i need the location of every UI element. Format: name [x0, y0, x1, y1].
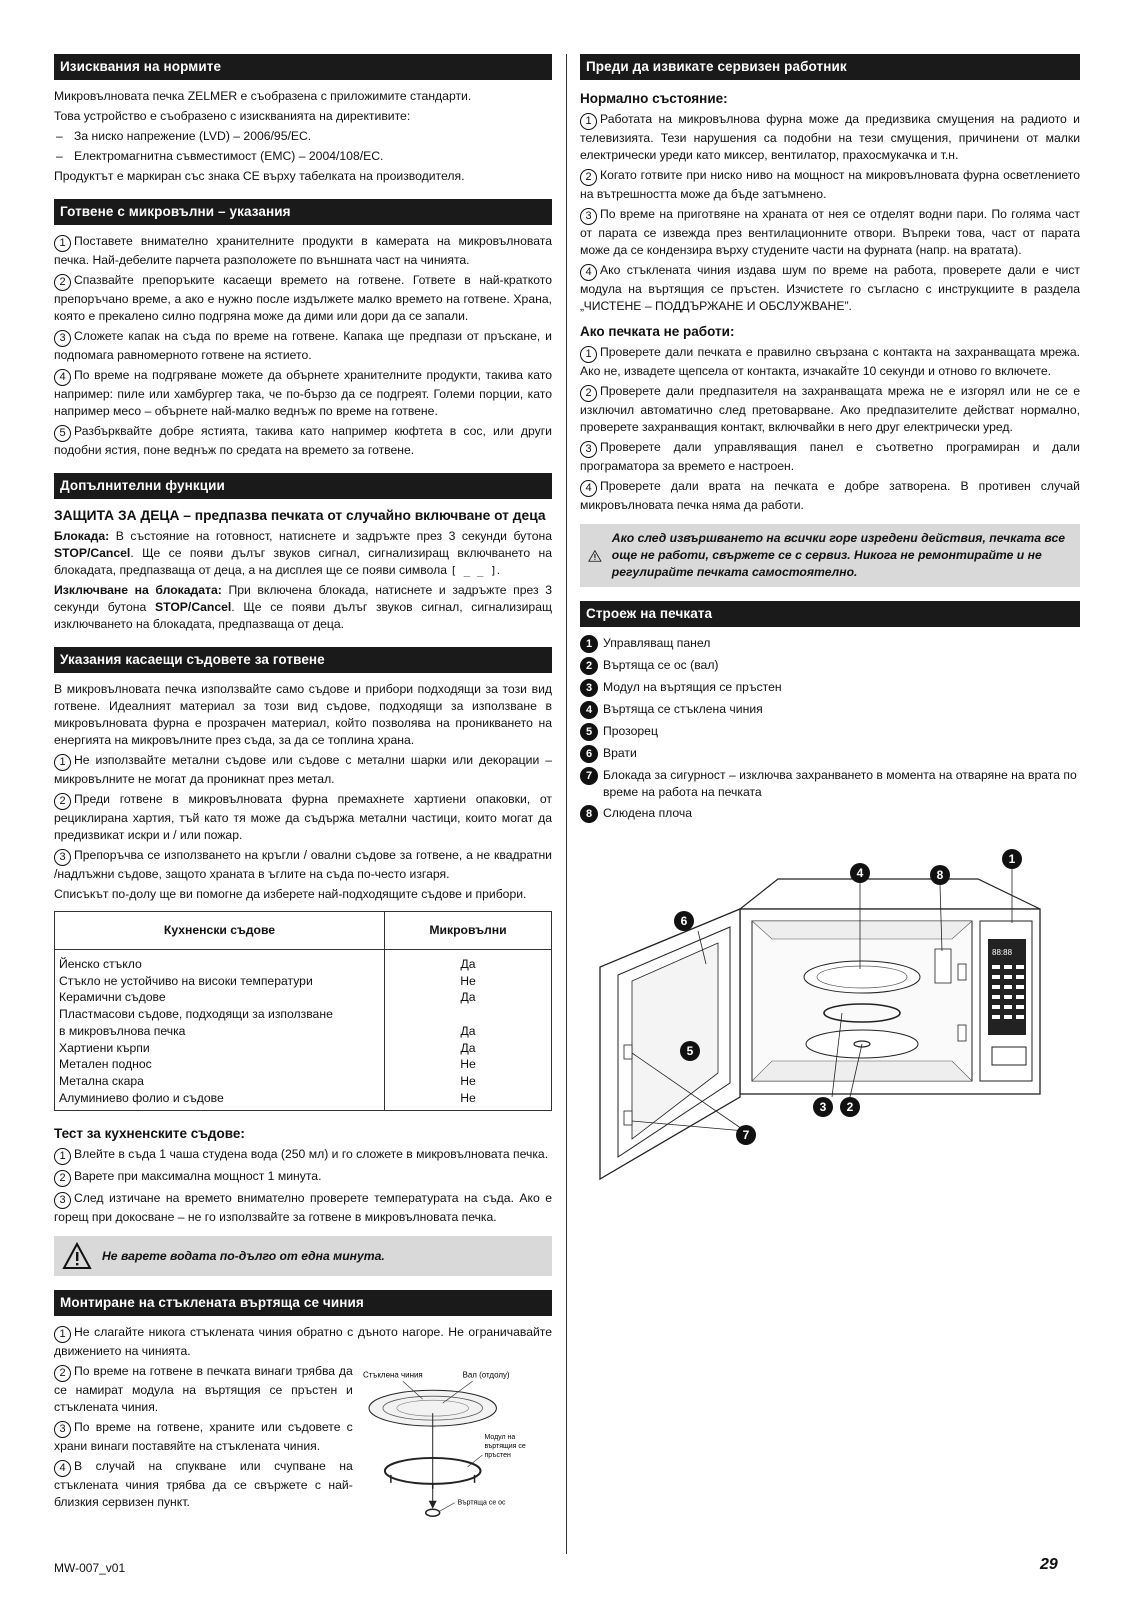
number-badge: 2	[54, 1365, 71, 1382]
number-badge: 2	[54, 793, 71, 810]
mount-content	[54, 1363, 552, 1523]
table-cell: Керамични съдове	[55, 989, 385, 1006]
svg-text:4: 4	[856, 866, 864, 880]
table-cell: Не	[460, 1090, 476, 1105]
turntable-diagram	[363, 1363, 552, 1523]
subheading: ЗАЩИТА ЗА ДЕЦА – предпазва печката от случайно включване от деца	[54, 508, 546, 523]
section-title: Указания касаещи съдовете за готвене	[54, 647, 552, 673]
number-badge: 2	[580, 657, 598, 675]
table-cell: Алуминиево фолио и съдове	[55, 1090, 385, 1111]
number-badge: 5	[580, 723, 598, 741]
number-badge: 3	[54, 1192, 71, 1209]
label-axis: Въртяща се ос	[457, 1500, 506, 1508]
table-cell: Метална скара	[55, 1073, 385, 1090]
svg-text:1: 1	[1008, 852, 1016, 866]
list-item: 4 Проверете дали врата на печката е добре затворена. В противен случай микровълновата печка няма да работи.	[580, 479, 1080, 512]
table-cell: Да	[460, 1040, 476, 1055]
paragraph: Списъкът по-долу ще ви помогне да изберете най-подходящите съдове и прибори.	[54, 887, 527, 901]
number-badge: 3	[580, 441, 597, 458]
warning-text: Не варете водата по-дълго от една минута.	[102, 1248, 385, 1263]
table-cell: Да	[460, 1023, 476, 1038]
number-badge: 1	[54, 754, 71, 771]
list-item: 1 Работата на микровълнова фурна може да предизвика смущения на радиото и телевизията. Тези нарушения са подобни на тези смущения, причинени от малки електрически уреди като миксер, вентилатор, прахосмукачка и т.н.	[580, 112, 1080, 162]
number-badge: 1	[54, 1326, 71, 1343]
table-cell: Не	[460, 1073, 476, 1088]
list-item: 1 Не използвайте метални съдове или съдове с метални шарки или декорации – микровълните не могат да проникнат през метал.	[54, 753, 552, 786]
table-cell	[385, 1006, 552, 1023]
section-cooking	[54, 199, 552, 459]
list-item: 8 Слюдена плоча	[580, 805, 1080, 823]
list-item: 7 Блокада за сигурност – изключва захранването в момента на отваряне на врата по време на работа на печката	[580, 767, 1080, 801]
warning-text: Ако след извършването на всички горе изредени действия, печката все още не работи, свържете се с сервиз. Никога не ремонтирайте и не регулирайте печката самостоятелно.	[611, 531, 1065, 579]
paragraph: В микровълновата печка използвайте само съдове и прибори подходящи за този вид готвене. Идеалният материал за този вид съдове, подходящи за използване в микровълновата фурна е прозрачен материал, който позволява на проникването на енергията на микровълните през съда, за да се топлина храна.	[54, 682, 552, 747]
table-cell: в микровълнова печка	[55, 1023, 385, 1040]
parts-list	[580, 635, 1080, 823]
paragraph: Продуктът е маркиран със знака CE върху табелката на производителя.	[54, 169, 465, 183]
table-header: Кухненски съдове	[55, 912, 385, 950]
list-item: 2 Когато готвите при ниско ниво на мощност на микровълновата фурна осветлението на вътрешността може да бъде затъмнено.	[580, 168, 1080, 201]
number-badge: 4	[54, 369, 71, 386]
list-item: 2 Варете при максимална мощност 1 минута.	[54, 1168, 552, 1187]
list-item: 3 Проверете дали управляващия панел е съответно програмиран и дали програматора за времето е настроен.	[580, 440, 1080, 473]
label-shaft: Вал (отдолу)	[462, 1370, 510, 1380]
list-item: 4 Въртяща се стъклена чиния	[580, 701, 1080, 719]
right-column	[580, 54, 1080, 1238]
subheading: Тест за кухненските съдове:	[54, 1126, 245, 1142]
table-cell: Стъкло не устойчиво на високи температури	[55, 973, 385, 990]
list-item: 3 По време на готвене, храните или съдовете с храни винаги поставяйте на стъклената чиния.	[54, 1420, 353, 1454]
table-cell: Пластмасови съдове, подходящи за използване	[55, 1006, 385, 1023]
list-item: 3 След изтичане на времето внимателно проверете температурата на съда. Ако е горещ при докосване – не го използвайте за готвене в микровълновата печка.	[54, 1191, 552, 1225]
number-badge: 3	[54, 330, 71, 347]
table-cell: Хартиени кърпи	[55, 1040, 385, 1057]
number-badge: 1	[580, 346, 597, 363]
number-badge: 8	[580, 805, 598, 823]
section-service	[580, 54, 1080, 587]
list-item: 5 Разбърквайте добре ястията, такива като например кюфтета в сос, или други подобни ястия, поне веднъж по средата на времето за готвене.	[54, 424, 552, 457]
column-divider	[566, 54, 567, 1554]
list-item: 2 По време на готвене в печката винаги трябва да се намират модула на въртящия се пръстен и стъклената чиния.	[54, 1364, 353, 1415]
mount-text	[54, 1363, 353, 1523]
list-item: 3 Сложете капак на съда по време на готвене. Капака ще предпази от пръскане, и подпомага равномерното готвене на ястието.	[54, 329, 552, 362]
table-cell: Метален поднос	[55, 1056, 385, 1073]
number-badge: 2	[580, 385, 597, 402]
list-item: 3 Препоръчва се използването на кръгли / овални съдове за готвене, а не квадратни /надлъжни съдове, защото храната в ъглите на съда по-често изгаря.	[54, 848, 552, 881]
paragraph: Изключване на блокадата: При включена блокада, натиснете и задръжте през 3 секунди бутона STOP/Cancel. Ще се появи дълъг звуков сигнал, сигнализиращ изключването на блокадата, предпазваща от деца.	[54, 583, 553, 631]
list-item: 1 Поставете внимателно хранителните продукти в камерата на микровълновата печка. Най-дебелите парчета разположете по външната част на чинията.	[54, 234, 552, 267]
svg-text:8: 8	[936, 868, 944, 882]
list-item: – Електромагнитна съвместимост (EMC) – 2004/108/EC.	[54, 148, 552, 165]
display-readout: 88:88	[992, 948, 1013, 957]
number-badge: 3	[580, 679, 598, 697]
svg-text:3: 3	[819, 1100, 827, 1114]
number-badge: 2	[54, 1170, 71, 1187]
cookware-table	[54, 911, 552, 1111]
page-number: 29	[1040, 1556, 1058, 1573]
warning-box	[580, 524, 1080, 587]
list-item: 2 Проверете дали предпазителя на захранващата мрежа не е изгорял или не се е изключил автоматично след претоварване. Ако предпазителите действат нормално, проверете захранващия контакт, включвайки в него друг електрически уред.	[580, 384, 1080, 434]
left-column	[54, 54, 552, 1537]
warning-icon	[62, 1242, 92, 1270]
number-badge: 1	[54, 235, 71, 252]
section-extra-functions	[54, 473, 552, 633]
list-item: 4 В случай на спукване или счупване на стъклената чиния трябва да се свържете с най-близкия сервизен пункт.	[54, 1459, 353, 1510]
warning-box	[54, 1236, 552, 1276]
number-badge: 5	[54, 425, 71, 442]
table-cell: Не	[460, 973, 476, 988]
table-cell: Не	[460, 1057, 476, 1072]
number-badge: 1	[54, 1148, 71, 1165]
number-badge: 1	[580, 113, 597, 130]
number-badge: 7	[580, 767, 598, 785]
section-title: Изисквания на нормите	[54, 54, 552, 80]
number-badge: 6	[580, 745, 598, 763]
number-badge: 2	[580, 169, 597, 186]
list-item: 2 Спазвайте препоръките касаещи времето на готвене. Гответе в най-краткото препоръчано време, а ако е нужно после издължете малко времето на готвене. Храна, която е прекалено силно подгряна може да дими или дори да се запали.	[54, 273, 552, 323]
label-glass: Стъклена чиния	[362, 1370, 423, 1380]
number-badge: 4	[580, 480, 597, 497]
section-title: Допълнителни функции	[54, 473, 552, 499]
list-item: 1 Управляващ панел	[580, 635, 1080, 653]
number-badge: 4	[54, 1460, 71, 1477]
list-item: 6 Врати	[580, 745, 1080, 763]
table-cell: Да	[460, 990, 476, 1005]
svg-text:6: 6	[680, 914, 688, 928]
section-parts	[580, 601, 1080, 1224]
number-badge: 4	[580, 264, 597, 281]
list-item: 1 Проверете дали печката е правилно свързана с контакта на захранващата мрежа. Ако не, извадете щепсела от контакта, изчакайте 10 секунди и отново го включете.	[580, 345, 1080, 378]
list-item: 4 По време на подгряване можете да обърнете хранителните продукти, такива като например: пиле или хамбургер така, че по-бързо да се подгреят. Големи порции, като например месо – обърнете най-малко веднъж по време на готвене.	[54, 368, 552, 418]
section-mount	[54, 1290, 552, 1523]
list-item: – За ниско напрежение (LVD) – 2006/95/EC.	[54, 128, 552, 145]
section-title: Преди да извикате сервизен работник	[580, 54, 1080, 80]
section-norms	[54, 54, 552, 185]
table-header: Микровълни	[385, 912, 552, 950]
microwave-diagram	[580, 839, 1080, 1219]
list-item: 2 Преди готвене в микровълновата фурна премахнете хартиени опаковки, от рециклирана хартия, тъй като тя може да съдържа метални частици, които могат да предизвикат искри и / или пожар.	[54, 792, 552, 842]
number-badge: 3	[54, 849, 71, 866]
label-ring: Модул на въртящия се пръстен	[484, 1434, 526, 1460]
list-item: 3 По време на приготвяне на храната от нея се отделят водни пари. По голяма част от парата се извежда през вентилационните отвори. Въпреки това, част от парата може да се кондензира върху студените части на фурната (напр. на вратата).	[580, 207, 1080, 257]
number-badge: 3	[580, 208, 597, 225]
svg-text:7: 7	[742, 1128, 750, 1142]
list-item: 4 Ако стъклената чиния издава шум по време на работа, проверете дали е чист модула на въртящия се пръстен. Изчистете го съгласно с инструкциите в раздела „ЧИСТЕНЕ – ПОДДЪРЖАНЕ И ОБСЛУЖВАНЕ”.	[580, 263, 1080, 313]
number-badge: 1	[580, 635, 598, 653]
list-item: 5 Прозорец	[580, 723, 1080, 741]
number-badge: 4	[580, 701, 598, 719]
list-item: 1 Влейте в съда 1 чаша студена вода (250 мл) и го сложете в микровълновата печка.	[54, 1146, 552, 1165]
warning-icon	[588, 541, 602, 571]
paragraph: Микровълновата печка ZELMER е съобразена с приложимите стандарти.	[54, 89, 472, 103]
footer-code: MW-007_v01	[54, 1561, 126, 1575]
svg-text:5: 5	[686, 1044, 694, 1058]
paragraph: Това устройство е съобразено с изискванията на директивите:	[54, 109, 411, 123]
section-dishes	[54, 647, 552, 1276]
number-badge: 3	[54, 1421, 71, 1438]
section-title: Строеж на печката	[580, 601, 1080, 627]
list-item: 2 Въртяща се ос (вал)	[580, 657, 1080, 675]
subheading: Ако печката не работи:	[580, 324, 735, 339]
list-item: 1 Не слагайте никога стъклената чиния обратно с дъното нагоре. Не ограничавайте движението на чинията.	[54, 1325, 552, 1359]
table-cell: Да	[460, 957, 476, 971]
svg-text:2: 2	[846, 1100, 854, 1114]
section-title: Готвене с микровълни – указания	[54, 199, 552, 225]
section-title: Монтиране на стъклената въртяща се чиния	[54, 1290, 552, 1316]
number-badge: 2	[54, 274, 71, 291]
subheading: Нормално състояние:	[580, 91, 728, 106]
table-cell: Йенско стъкло	[55, 950, 385, 973]
lock-symbol: [ _ _ ]	[450, 564, 497, 577]
list-item: 3 Модул на въртящия се пръстен	[580, 679, 1080, 697]
paragraph: Блокада: В състояние на готовност, натиснете и задръжте през 3 секунди бутона STOP/Cancel. Ще се появи дълъг звуков сигнал, сигнализиращ включването на блокадата, предпазваща от деца, а на дисплея ще се появи символа [ _ _ ].	[54, 529, 553, 577]
